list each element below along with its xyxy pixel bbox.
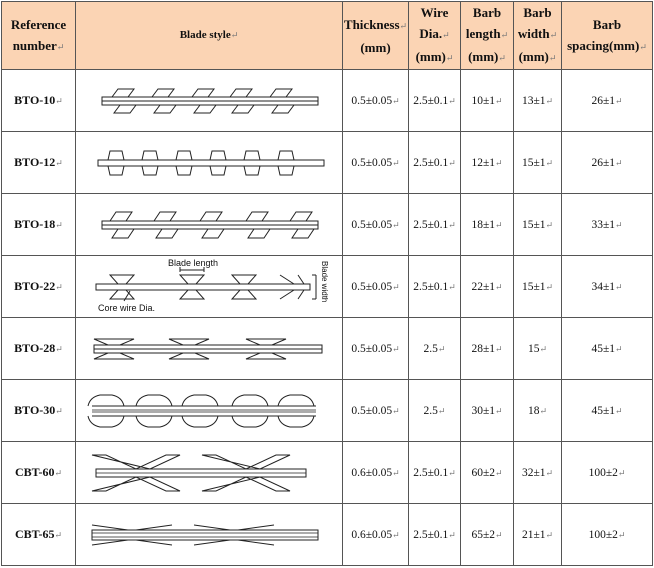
- barb-width-cell: 15±1↵: [514, 132, 562, 194]
- blade-drawing-bto22: [84, 257, 334, 317]
- wire-dia-cell: 2.5↵: [409, 318, 461, 380]
- reference-number-cell: BTO-30↵: [2, 380, 76, 442]
- barb-width-cell: 13±1↵: [514, 70, 562, 132]
- barb-spacing-cell: 26±1↵: [562, 70, 653, 132]
- blade-drawing-bto28: [84, 319, 334, 379]
- barb-spacing-cell: 100±2↵: [562, 504, 653, 566]
- header-wire-dia: Wire Dia.↵ (mm)↵: [409, 2, 461, 70]
- table-row: [2, 318, 653, 380]
- blade-width-label: Blade width: [320, 260, 329, 302]
- table-row: [2, 132, 653, 194]
- reference-number-cell: BTO-18↵: [2, 194, 76, 256]
- reference-number-cell: CBT-60↵: [2, 442, 76, 504]
- blade-style-diagram: [76, 442, 343, 504]
- header-blade-style: Blade style↵: [76, 2, 343, 70]
- blade-drawing-cbt60: [84, 443, 334, 503]
- barb-width-cell: 18↵: [514, 380, 562, 442]
- thickness-cell: 0.5±0.05↵: [343, 380, 409, 442]
- table-row: [2, 256, 653, 318]
- header-barb-width: Barb width↵ (mm)↵: [514, 2, 562, 70]
- specification-table: [1, 1, 653, 566]
- thickness-cell: 0.5±0.05↵: [343, 194, 409, 256]
- barb-length-cell: 22±1↵: [461, 256, 514, 318]
- blade-style-diagram: [76, 194, 343, 256]
- barb-spacing-cell: 100±2↵: [562, 442, 653, 504]
- barb-spacing-cell: 45±1↵: [562, 318, 653, 380]
- table-row: [2, 504, 653, 566]
- blade-style-diagram: [76, 318, 343, 380]
- thickness-cell: 0.5±0.05↵: [343, 132, 409, 194]
- thickness-cell: 0.5±0.05↵: [343, 256, 409, 318]
- barb-spacing-cell: 34±1↵: [562, 256, 653, 318]
- blade-length-label: Blade length: [168, 257, 219, 268]
- table-row: [2, 70, 653, 132]
- barb-spacing-cell: 45±1↵: [562, 380, 653, 442]
- blade-drawing-bto10: [84, 71, 334, 131]
- thickness-cell: 0.5±0.05↵: [343, 70, 409, 132]
- wire-dia-cell: 2.5±0.1↵: [409, 504, 461, 566]
- reference-number-cell: BTO-12↵: [2, 132, 76, 194]
- header-barb-length: Barb length↵ (mm)↵: [461, 2, 514, 70]
- wire-dia-cell: 2.5↵: [409, 380, 461, 442]
- barb-spacing-cell: 26±1↵: [562, 132, 653, 194]
- header-thickness: Thickness↵ (mm): [343, 2, 409, 70]
- reference-number-cell: BTO-28↵: [2, 318, 76, 380]
- reference-number-cell: BTO-10↵: [2, 70, 76, 132]
- wire-dia-cell: 2.5±0.1↵: [409, 256, 461, 318]
- thickness-cell: 0.6±0.05↵: [343, 442, 409, 504]
- reference-number-cell: CBT-65↵: [2, 504, 76, 566]
- barb-width-cell: 15↵: [514, 318, 562, 380]
- blade-style-diagram: [76, 256, 343, 318]
- header-reference-number: Reference number↵: [2, 2, 76, 70]
- blade-drawing-bto18: [84, 195, 334, 255]
- blade-drawing-bto12: [84, 133, 334, 193]
- barb-length-cell: 60±2↵: [461, 442, 514, 504]
- wire-dia-cell: 2.5±0.1↵: [409, 132, 461, 194]
- thickness-cell: 0.6±0.05↵: [343, 504, 409, 566]
- barb-length-cell: 65±2↵: [461, 504, 514, 566]
- core-wire-label: Core wire Dia.: [98, 302, 156, 313]
- blade-style-diagram: [76, 132, 343, 194]
- barb-length-cell: 28±1↵: [461, 318, 514, 380]
- blade-drawing-cbt65: [84, 505, 334, 565]
- barb-spacing-cell: 33±1↵: [562, 194, 653, 256]
- barb-width-cell: 15±1↵: [514, 194, 562, 256]
- barb-length-cell: 12±1↵: [461, 132, 514, 194]
- table-row: [2, 380, 653, 442]
- barb-length-cell: 30±1↵: [461, 380, 514, 442]
- barb-length-cell: 18±1↵: [461, 194, 514, 256]
- blade-drawing-bto30: [84, 381, 334, 441]
- blade-style-diagram: [76, 504, 343, 566]
- table-row: [2, 442, 653, 504]
- table-row: [2, 194, 653, 256]
- blade-style-diagram: [76, 380, 343, 442]
- header-row: [2, 2, 653, 70]
- wire-dia-cell: 2.5±0.1↵: [409, 442, 461, 504]
- barb-width-cell: 32±1↵: [514, 442, 562, 504]
- header-barb-spacing: Barb spacing(mm)↵: [562, 2, 653, 70]
- wire-dia-cell: 2.5±0.1↵: [409, 194, 461, 256]
- blade-style-diagram: [76, 70, 343, 132]
- barb-width-cell: 15±1↵: [514, 256, 562, 318]
- thickness-cell: 0.5±0.05↵: [343, 318, 409, 380]
- wire-dia-cell: 2.5±0.1↵: [409, 70, 461, 132]
- barb-width-cell: 21±1↵: [514, 504, 562, 566]
- barb-length-cell: 10±1↵: [461, 70, 514, 132]
- reference-number-cell: BTO-22↵: [2, 256, 76, 318]
